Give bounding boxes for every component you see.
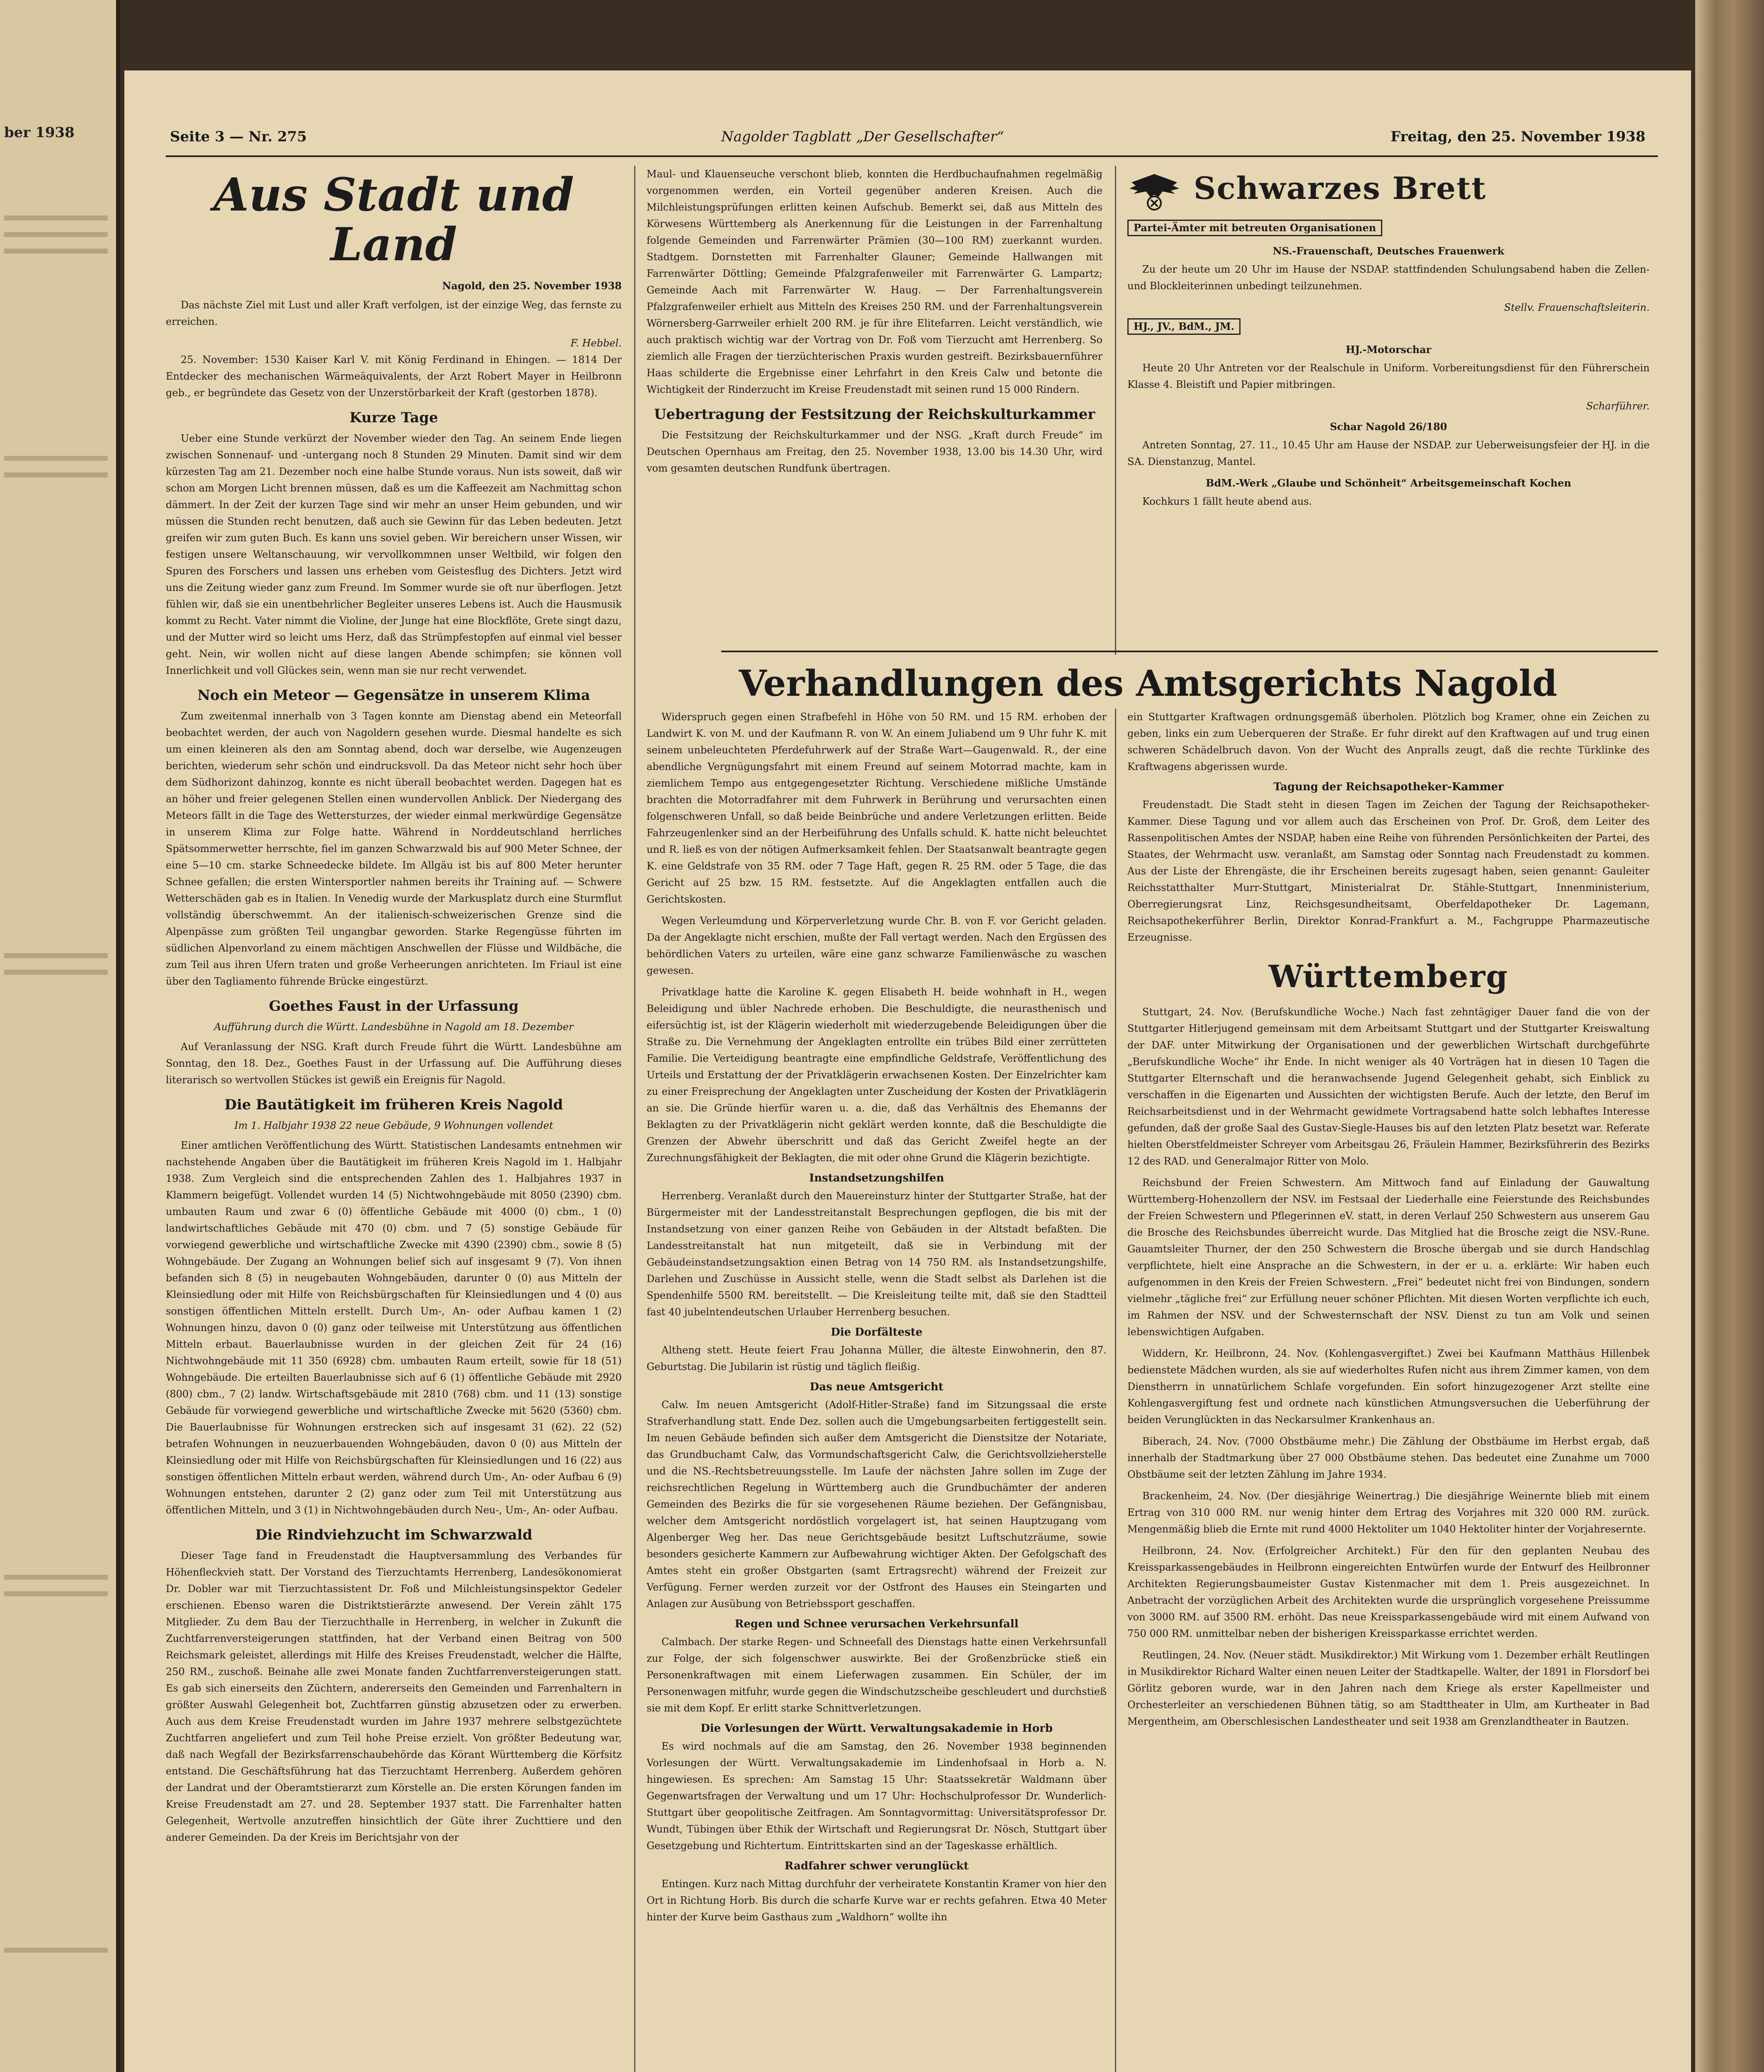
- article-title: Uebertragung der Festsitzung der Reichskulturkammer: [654, 406, 1095, 423]
- dateline: Nagold, den 25. November 1938: [442, 280, 622, 292]
- column-rule: [634, 166, 635, 2072]
- section-box-label: Partei-Ämter mit betreuten Organisationen: [1127, 220, 1382, 236]
- adjacent-text-line: [4, 970, 108, 975]
- article-text: Widdern, Kr. Heilbronn, 24. Nov. (Kohlengasvergiftet.) Zwei bei Kaufmann Matthäus Hillenbek bedienstete Mädchen wurden, als sie auf wiederholtes Rufen nicht aus ihrem Zimmer kamen, von dem Dienstherrn in unnatürlichem Schlafe vorgefunden. Ein sofort hinzugezogener Arzt stellte eine Kohlengasvergiftung fest und ordnete nach künstlichen Atmungsversuchen die Ueberführung der beiden Verunglückten in das Neckarsulmer Krankenhaus an.: [1127, 1348, 1650, 1426]
- page-header: [124, 124, 1691, 149]
- article-text: Die Festsitzung der Reichskulturkammer und der NSG. „Kraft durch Freude“ im Deutschen Opernhaus am Freitag, den 25. November 1938, 13.00 bis 14.30 Uhr, wird vom gesamten deutschen Rundfunk übertragen.: [647, 429, 1102, 474]
- article-text: Reichsbund der Freien Schwestern. Am Mittwoch fand auf Einladung der Gauwaltung Württemberg-Hohenzollern der NSV. im Festsaal der Liederhalle eine Feierstunde des Reichsbundes der Freien Schwestern und Pflegerinnen eV. statt, in deren Verlauf 250 Schwestern aus unserem Gau die Brosche des Reichsbundes überreicht wurde. Das Mitglied hat die Brosche zeigt die NSV.-Rune. Gauamtsleiter Thurner, der den 250 Schwestern die Brosche übergab und sie durch Handschlag verpflichtete, hielt eine Ansprache an die Schwestern, in der er u. a. erklärte: Wir haben euch aufgenommen in den Kreis der Freien Schwestern. „Frei“ bedeutet nicht frei von Bindungen, sondern vielmehr „tägliche frei“ zur Erfüllung neuer schöner Pflichten. Mit diesen Worten verpflichte ich euch, im Rahmen der NSV. und der Schwesternschaft der NSV. Dienst zu tun am Volk und seinen lebenswichtigen Aufgaben.: [1127, 1177, 1650, 1338]
- article-text: Calw. Im neuen Amtsgericht (Adolf-Hitler-Straße) fand im Sitzungssaal die erste Strafverhandlung statt. Ende Dez. sollen auch die Umgebungsarbeiten fertiggestellt sein. Im neuen Gebäude befinden sich außer dem Amtsgericht die Dienstsitze der Notariate, das Grundbuchamt Calw, das Vormundschaftsgericht Calw, die Gerichtsvollzieherstelle und die NS.-Rechtsbetreuungsstelle. Im Laufe der nächsten Jahre sollen im Zuge der reichsrechtlichen Regelung in Württemberg auch die Grundbuchämter der anderen Gemeinden des Bezirks die für sie vorgesehenen Räume beziehen. Der Gefängnisbau, welcher dem Amtsgericht nordöstlich vorgelagert ist, hat seinen Hauptzugang vom Algenberger Weg her. Das neue Gerichtsgebäude besitzt Luftschutzräume, sowie besonders gesicherte Kammern zur Aufbewahrung wichtiger Akten. Der Gefolgschaft des Amtes steht ein großer Obstgarten (samt Ertragsrecht) während der Freizeit zur Verfügung. Ferner werden zurzeit vor der Ostfront des Hauses ein Steingarten und Anlagen zur Ausübung von Betriebssport geschaffen.: [647, 1399, 1107, 1610]
- page-number: Seite 3 — Nr. 275: [170, 128, 307, 145]
- article-text: Stuttgart, 24. Nov. (Berufskundliche Woche.) Nach fast zehntägiger Dauer fand die von der Stuttgarter Hitlerjugend gemeinsam mit dem Arbeitsamt Stuttgart und der Stuttgarter Kreiswaltung der DAF. unter Mitwirkung der Organisationen und der gewerblichen Wirtschaft durchgeführte „Berufskundliche Woche“ ihr Ende. In nicht weniger als 40 Vorträgen hat in diesen 10 Tagen die Stuttgarter Elternschaft und die heranwachsende Jugend Gelegenheit gehabt, sich Einblick zu verschaffen in die Eigenarten und Aussichten der wichtigsten Berufe. Auch der letzte, den Beruf im Reichsarbeitsdienst und in der Wehrmacht gewidmete Vortragsabend hatte solch lebhaftes Interesse gefunden, daß der große Saal des Gustav-Siegle-Hauses bis auf den letzten Platz besetzt war. Referate hielten Oberstfeldmeister Schreyer vom Arbeitsgau 26, Fräulein Hammer, Bezirksführerin des Bezirks 12 des RAD. und Generalmajor Ritter von Molo.: [1127, 1006, 1650, 1167]
- article-title: Die Bautätigkeit im früheren Kreis Nagold: [224, 1097, 563, 1113]
- article-text: Entingen. Kurz nach Mittag durchfuhr der verheiratete Konstantin Kramer von hier den Ort in Richtung Horb. Bis durch die scharfe Kurve war er rechts gefahren. Etwa 40 Meter hinter der Kurve beim Gasthaus zum „Waldhorn“ wollte ihn: [647, 1878, 1107, 1923]
- adjacent-text-line: [4, 953, 108, 958]
- article-text: Ueber eine Stunde verkürzt der November wieder den Tag. An seinem Ende liegen zwischen Sonnenauf- und -untergang noch 8 Stunden 29 Minuten. Damit sind wir dem kürzesten Tag am 21. Dezember noch eine halbe Stunde voraus. Nun ists soweit, daß wir schon am Morgen Licht brennen müssen, daß es um die Kaffeezeit am Nachmittag schon dämmert. In der Zeit der kurzen Tage sind wir mehr an unser Heim gebunden, und wir müssen die Stunden recht benutzen, daß auch sie Gewinn für das Leben bedeuten. Jetzt greifen wir zum guten Buch. Es kann uns soviel geben. Wir bereichern unser Wissen, wir festigen unsere Weltanschauung, wir vervollkommnen unser Weltbild, wir folgen den Spuren des Forschers und lassen uns erheben vom Geistesflug des Dichters. Jetzt wird uns die Zeitung wieder ganz zum Freund. Im Sommer wurde sie oft nur überflogen. Jetzt fühlen wir, daß sie ein unentbehrlicher Begleiter unseres Lebens ist. Auch die Hausmusik kommt zu Recht. Vater nimmt die Violine, der Junge hat eine Blockflöte, Grete singt dazu, und der Mutter wird so leicht ums Herz, daß das Strümpfestopfen auf einmal viel besser geht. Nein, wir wollen nicht auf diese langen Abende schimpfen; sie können voll Innerlichkeit und voll Glückes sein, wenn man sie nur recht verwendet.: [166, 433, 622, 676]
- column-two-top: [647, 166, 1102, 482]
- header-rule: [166, 155, 1658, 157]
- article-title: Das neue Amtsgericht: [809, 1381, 944, 1393]
- article-subtitle: Im 1. Halbjahr 1938 22 neue Gebäude, 9 Wohnungen vollendet: [234, 1120, 553, 1131]
- adjacent-page-edge: [0, 0, 120, 2072]
- article-text: Freudenstadt. Die Stadt steht in diesen Tagen im Zeichen der Tagung der Reichsapotheker-Kammer. Diese Tagung und vor allem auch das Erscheinen von Prof. Dr. Groß, dem Leiter des Rassenpolitischen Amtes der NSDAP, haben eine Reihe von führenden Persönlichkeiten der Partei, des Staates, der Wehrmacht usw. veranlaßt, am Samstag oder Sonntag nach Freudenstadt zu kommen. Aus der Liste der Ehrengäste, die ihr Erscheinen bereits zugesagt haben, seien genannt: Gauleiter Reichsstatthalter Murr-Stuttgart, Ministerialrat Dr. Stähle-Stuttgart, Innenministerium, Oberregierungsrat Linz, Reichsgesundheitsamt, Oberfeldapotheker Dr. Lagemann, Reichsapothekerführer Berlin, Direktor Konrad-Frankfurt a. M., Fachgruppe Pharmazeutische Erzeugnisse.: [1127, 799, 1650, 943]
- notice-signature: Stellv. Frauenschaftsleiterin.: [1504, 302, 1650, 313]
- article-title: Die Rindviehzucht im Schwarzwald: [255, 1527, 533, 1543]
- column-rule: [1115, 709, 1116, 2072]
- notice-title: Schar Nagold 26/180: [1330, 421, 1447, 433]
- article-text: Widerspruch gegen einen Strafbefehl in Höhe von 50 RM. und 15 RM. erhoben der Landwirt K. von M. und der Kaufmann R. von W. An einem Juliabend um 9 Uhr fuhr K. mit seinem unbeleuchteten Pferdefuhrwerk auf der Straße Wart—Gaugenwald. R., der eine abendliche Vergnügungsfahrt mit einem Freund auf seinem Motorrad machte, kam in ziemlichem Tempo aus entgegengesetzter Richtung. Verschiedene mißliche Umstände brachten die Motorradfahrer mit dem Fuhrwerk in Berührung und verursachten einen folgenschweren Unfall, so daß beide Beinbrüche und andere Verletzungen erlitten. Beide Fahrzeugenlenker sind an der Herbeiführung des Unfalls schuld. K. hatte nicht beleuchtet und R. ließ es von der nötigen Aufmerksamkeit fehlen. Der Staatsanwalt beantragte gegen K. eine Geldstrafe von 35 RM. oder 7 Tage Haft, gegen R. 25 RM. oder 5 Tage, die das Gericht auf 25 bzw. 15 RM. festsetzte. Auf die Angeklagten entfallen auch die Gerichtskosten.: [647, 711, 1107, 905]
- schwarzes-brett: [1127, 166, 1650, 515]
- notice-text: Kochkurs 1 fällt heute abend aus.: [1142, 496, 1312, 507]
- article-text: Calmbach. Der starke Regen- und Schneefall des Dienstags hatte einen Verkehrsunfall zur Folge, der sich folgenschwer auswirkte. Bei der Großenzbrücke stieß ein Personenkraftwagen mit einem Lieferwagen zusammen. Ein Schüler, der im Personenwagen mitfuhr, wurde gegen die Windschutzscheibe geschleudert und durchstieß sie mit dem Kopf. Er erlitt starke Schnittverletzungen.: [647, 1636, 1107, 1714]
- section-box-label: HJ., JV., BdM., JM.: [1127, 318, 1241, 335]
- calendar-note: 25. November: 1530 Kaiser Karl V. mit König Ferdinand in Ehingen. — 1814 Der Entdecker des mechanischen Wärmeäquivalents, der Arzt Robert Mayer in Heilbronn geb., er begründete das Gesetz von der Unzerstörbarkeit der Kraft (gestorben 1878).: [166, 354, 622, 399]
- brett-header: [1127, 166, 1650, 211]
- page-date: Freitag, den 25. November 1938: [1390, 128, 1645, 145]
- adjacent-text-line: [4, 215, 108, 220]
- article-text: Einer amtlichen Veröffentlichung des Württ. Statistischen Landesamts entnehmen wir nachstehende Angaben über die Bautätigkeit im früheren Kreis Nagold im 1. Halbjahr 1938. Zum Vergleich sind die entsprechenden Zahlen des 1. Halbjahres 1937 in Klammern beigefügt. Vollendet wurden 14 (5) Nichtwohngebäude mit 8050 (2390) cbm. umbauten Raum und zwar 6 (0) öffentliche Gebäude mit 4000 (0) cbm., 1 (0) landwirtschaftliches Gebäude mit 470 (0) cbm. und 7 (5) sonstige Gebäude für vorwiegend gewerbliche und wirtschaftliche Zwecke mit 4390 (2390) cbm., sowie 8 (5) Wohngebäude. Der Zugang an Wohnungen belief sich auf insgesamt 9 (7). Von ihnen befanden sich 8 (5) in neugebauten Wohngebäuden, darunter 0 (0) aus Mitteln der Kleinsiedlung oder mit Hilfe von Reichsbürgschaften für Kleinsiedlungen und 4 (0) aus sonstigen öffentlichen Mitteln erstellt. Durch Um-, An- oder Aufbau kamen 1 (2) Wohnungen hinzu, davon 0 (0) ganz oder teilweise mit Unterstützung aus öffentlichen Mitteln erbaut. Bauerlaubnisse wurden in der gleichen Zeit für 24 (16) Nichtwohngebäude mit 11 350 (6928) cbm. umbauten Raum erteilt, sowie für 18 (51) Wohngebäude. Die erteilten Bauerlaubnisse sich auf 6 (1) öffentliche Gebäude mit 2920 (800) cbm., 7 (2) landw. Wirtschaftsgebäude mit 2810 (768) cbm. und 11 (13) sonstige Gebäude für vorwiegend gewerbliche und wirtschaftliche Zwecke mit 5620 (5360) cbm. Die Bauerlaubnisse für Wohnungen erstrecken sich auf insgesamt 31 (62). 22 (52) betrafen Wohnungen in neuzuerbauenden Wohngebäuden, davon 0 (0) aus Mitteln der Kleinsiedlung oder mit Hilfe von Reichsbürgschaften für Kleinsiedlungen und 16 (22) aus sonstigen öffentlichen Mitteln erbaut werden, während durch Um-, An- oder Aufbau 6 (9) Wohnungen entstehen, darunter 2 (2) ganz oder zum Teil mit Unterstützung aus öffentlichen Mitteln, und 3 (1) in Nichtwohngebäuden durch Neu-, Um-, An- oder Aufbau.: [166, 1140, 622, 1516]
- notice-text: Heute 20 Uhr Antreten vor der Realschule in Uniform. Vorbereitungsdienst für den Führerschein Klasse 4. Bleistift und Papier mitbringen.: [1127, 362, 1650, 390]
- column-right-lower: [1127, 709, 1650, 1735]
- adjacent-text-line: [4, 249, 108, 254]
- adjacent-text-line: [4, 1591, 108, 1596]
- eagle-emblem-icon: [1127, 166, 1181, 211]
- article-text: Wegen Verleumdung und Körperverletzung wurde Chr. B. von F. vor Gericht geladen. Da der Angeklagte nicht erschien, mußte der Fall vertagt werden. Nach den Ergüssen des behördlichen Vaters zu urteilen, wäre eine ganz schwarze Familienwäsche zu waschen gewesen.: [647, 915, 1107, 976]
- notice-title: NS.-Frauenschaft, Deutsches Frauenwerk: [1272, 245, 1505, 257]
- masthead: Nagolder Tagblatt „Der Gesellschafter“: [721, 128, 1004, 145]
- article-text: Reutlingen, 24. Nov. (Neuer städt. Musikdirektor.) Mit Wirkung vom 1. Dezember erhält Reutlingen in Musikdirektor Richard Walter einen neuen Leiter der Stadtkapelle. Walter, der 1891 in Florsdorf bei Görlitz geboren wurde, war in den Jahren nach dem Kriege als erster Kapellmeister und Orchesterleiter an verschiedenen Bühnen tätig, so am Stadttheater in Ulm, am Kurtheater in Bad Mergentheim, am Oberschlesischen Landestheater und seit 1938 am Grenzlandtheater in Bautzen.: [1127, 1649, 1650, 1727]
- brett-title: Schwarzes Brett: [1194, 171, 1487, 206]
- adjacent-page-header: ber 1938: [4, 124, 75, 141]
- article-continuation: ein Stuttgarter Kraftwagen ordnungsgemäß überholen. Plötzlich bog Kramer, ohne ein Zeichen zu geben, links ein zum Ueberqueren der Straße. Er fuhr direkt auf den Kraftwagen auf und trug einen schweren Schädelbruch davon. Von der Wucht des Anpralls zeugt, daß die rechte Türklinke des Kraftwagens abgerissen wurde.: [1127, 711, 1650, 772]
- notice-title: BdM.-Werk „Glaube und Schönheit“ Arbeitsgemeinschaft Kochen: [1206, 477, 1571, 489]
- article-continuation: Maul- und Klauenseuche verschont blieb, konnten die Herdbuchaufnahmen regelmäßig vorgenommen werden, ein Vorteil gegenüber anderen Kreisen. Auch die Milchleistungsprüfungen erlitten keinen Aufschub. Bemerkt sei, daß aus Mitteln des Körwesens Württemberg als Anerkennung für die Leistungen in der Farrenhaltung folgende Gemeinden und Farrenwärter Prämien (30—100 RM) zuerkannt wurden. Stadtgem. Dornstetten mit Farrenhalter Glauner; Gemeinde Hallwangen mit Farrenwärter Döttling; Gemeinde Pfalzgrafenweiler mit Farrenwärter G. Lampartz; Gemeinde Aach mit Farrenwärter W. Haug. — Der Farrenhaltungsverein Pfalzgrafenweiler erhielt aus Mitteln des Kreises 250 RM. und der Farrenhaltungsverein Wörnersberg-Garrweiler erhielt 200 RM. je für ihre Elitefarren. Leicht verständlich, wie auch praktisch wichtig war der Vortrag von Dr. Foß vom Tierzucht amt Herrenberg. So ziemlich alle Fragen der tierzüchterischen Praxis wurden gestreift. Bezirksbauernführer Haas schilderte die Ergebnisse einer Lehrfahrt in den Kreis Calw und betonte die Wichtigkeit der Rinderzucht im Kreise Freudenstadt mit seinen rund 15 000 Rindern.: [647, 168, 1102, 395]
- notice-text: Antreten Sonntag, 27. 11., 10.45 Uhr am Hause der NSDAP. zur Ueberweisungsfeier der HJ. in die SA. Dienstanzug, Mantel.: [1127, 439, 1650, 467]
- book-binding: [1695, 0, 1764, 2072]
- notice-text: Zu der heute um 20 Uhr im Hause der NSDAP. stattfindenden Schulungsabend haben die Zellen- und Blockleiterinnen unbedingt teilzunehmen.: [1127, 264, 1650, 292]
- article-title: Regen und Schnee verursachen Verkehrsunfall: [734, 1618, 1019, 1630]
- adjacent-text-line: [4, 232, 108, 237]
- motto: Das nächste Ziel mit Lust und aller Kraft verfolgen, ist der einzige Weg, das fernste zu erreichen.: [166, 299, 622, 327]
- section-rule: [721, 651, 1658, 652]
- notice-title: HJ.-Motorschar: [1345, 344, 1432, 356]
- article-text: Brackenheim, 24. Nov. (Der diesjährige Weinertrag.) Die diesjährige Weinernte blieb mit einem Ertrag von 310 000 RM. nur wenig hinter dem Ertrag des Vorjahres mit 320 000 RM. zurück. Mengenmäßig blieb die Ernte mit rund 4000 Hektoliter um 1040 Hektoliter hinter der Vorjahresernte.: [1127, 1490, 1650, 1535]
- notice-signature: Scharführer.: [1586, 400, 1650, 412]
- amtsgericht-title: Verhandlungen des Amtsgerichts Nagold: [739, 663, 1558, 704]
- column-stadt-und-land: [166, 166, 622, 1851]
- article-subtitle: Aufführung durch die Württ. Landesbühne in Nagold am 18. Dezember: [214, 1021, 574, 1033]
- article-text: Zum zweitenmal innerhalb von 3 Tagen konnte am Dienstag abend ein Meteorfall beobachtet werden, der auch von Nagoldern gesehen wurde. Diesmal handelte es sich um einen kleineren als den am Sonntag abend, doch war derselbe, wie Augenzeugen berichten, wiederum sehr schön und eindrucksvoll. Da das Meteor nicht sehr hoch über dem Südhorizont dahinzog, konnte es nicht überall beobachtet werden. Dagegen hat es an höher und freier gelegenen Stellen einen wundervollen Anblick. Der Niedergang des Meteors fällt in die Tage des Wettersturzes, der wieder einmal merkwürdige Gegensätze in unserem Klima zur Folge hatte. Während in Norddeutschland herrliches Spätsommerwetter herrschte, fiel im ganzen Schwarzwald bis auf 900 Meter Schnee, der eine 5—10 cm. starke Schneedecke bildete. Im Allgäu ist bis auf 800 Meter herunter Schnee gefallen; die ersten Wintersportler nahmen bereits ihr Training auf. — Schwere Wetterschäden gab es in Italien. In Venedig wurde der Markusplatz durch eine Sturmflut vollständig überschwemmt. An der italienisch-schweizerischen Grenze sind die Alpenpässe zum größten Teil ungangbar geworden. Starke Regengüsse führten im südlichen Alpenvorland zu einem mächtigen Anschwellen der Flüsse und Wildbäche, die zum Teil aus ihren Ufern traten und große Verheerungen anrichteten. Im Friaul ist eine über den Tagliamento führende Brücke eingestürzt.: [166, 710, 622, 987]
- article-text: Es wird nochmals auf die am Samstag, den 26. November 1938 beginnenden Vorlesungen der Württ. Verwaltungsakademie im Lindenhofsaal in Horb a. N. hingewiesen. Es sprechen: Am Samstag 15 Uhr: Staatssekretär Waldmann über Gegenwartsfragen der Verwaltung und um 17 Uhr: Hochschulprofessor Dr. Wunderlich-Stuttgart über geopolitische Zeitfragen. Am Sonntagvormittag: Universitätsprofessor Dr. Wundt, Tübingen über Ethik der Wirtschaft und Regierungsrat Dr. Nösch, Stuttgart über Gesetzgebung und Richtertum. Eintrittskarten sind an der Tageskasse erhältlich.: [647, 1740, 1107, 1852]
- article-title: Kurze Tage: [349, 409, 438, 426]
- article-title: Radfahrer schwer verunglückt: [784, 1860, 969, 1872]
- article-title: Die Vorlesungen der Württ. Verwaltungsakademie in Horb: [700, 1722, 1053, 1735]
- adjacent-text-line: [4, 472, 108, 477]
- article-text: Heilbronn, 24. Nov. (Erfolgreicher Architekt.) Für den für den geplanten Neubau des Kreissparkassengebäudes in Heilbronn eingereichten Entwürfen wurde der Entwurf des Heilbronner Architekten Regierungsbaumeister Gustav Kistenmacher mit dem 1. Preis ausgezeichnet. In Anbetracht der vorzüglichen Arbeit des Architekten wurde die ursprünglich vorgesehene Preissumme von 3000 RM. auf 3500 RM. erhöht. Das neue Kreissparkassengebäude wird mit einem Aufwand von 750 000 RM. unmittelbar neben der bisherigen Kreissparkasse errichtet werden.: [1127, 1545, 1650, 1639]
- adjacent-text-line: [4, 1948, 108, 1953]
- column-amtsgericht: [647, 709, 1107, 1930]
- newspaper-page: [124, 70, 1691, 2072]
- article-title: Noch ein Meteor — Gegensätze in unserem Klima: [197, 687, 590, 704]
- article-text: Dieser Tage fand in Freudenstadt die Hauptversammlung des Verbandes für Höhenfleckvieh statt. Der Vorstand des Tierzuchtamts Herrenberg, Landesökonomierat Dr. Dobler war mit Tierzuchtassistent Dr. Foß und Milchleistungsinspektor Gedeler erschienen. Ebenso waren die Distriktstierärzte anwesend. Der Verein zählt 175 Mitglieder. Zu dem Bau der Tierzuchthalle in Herrenberg, in welcher in Zukunft die Zuchtfarrenversteigerungen stattfinden, hat der Verband einen Beitrag von 500 Reichsmark geleistet, allerdings mit Hilfe des Kreises Freudenstadt, welcher die Hälfte, 250 RM., zuschoß. Beinahe alle zwei Monate fanden Zuchtfarrenversteigerungen statt. Es gab sich einerseits den Züchtern, andererseits den Gemeinden und Farrenhaltern in größter Auswahl Gelegenheit bot, Zuchtfarren günstig abzusetzen oder zu erwerben. Auch aus dem Kreise Freudenstadt wurden im Jahre 1937 mehrere selbstgezüchtete Zuchtfarren angeliefert und zum Teil hohe Preise erzielt. Von größter Bedeutung war, daß nach Wegfall der Bezirksfarrenschaubehörde das Körant Württemberg die Körfsitz entstand. Die Geschäftsführung hat das Tierzuchtamt Herrenberg. Außerdem gehören der Landrat und der Oberamtstierarzt zum Körstelle an. Die ersten Körungen fanden im Kreise Freudenstadt am 27. und 28. September 1937 statt. Die Farrenhalter hatten Gelegenheit, Wertvolle anzutreffen hinsichtlich der Güte ihrer Zuchttiere und den anderer Gemeinden. Da der Kreis im Berichtsjahr von der: [166, 1550, 622, 1843]
- article-text: Privatklage hatte die Karoline K. gegen Elisabeth H. beide wohnhaft in H., wegen Beleidigung und übler Nachrede erhoben. Die Beschuldigte, die neurasthenisch und eifersüchtig ist, ist der Klägerin wiederholt mit wiederzugebende Beleidigungen über die Straße zu. Die Vernehmung der Angeklagten entrollte ein trübes Bild einer zerrütteten Familie. Die Verteidigung beantragte eine empfindliche Geldstrafe, Veröffentlichung des Urteils und Erstattung der der Privatklägerin erwachsenen Kosten. Der Einzelrichter kam zu einer Freisprechung der Angeklagten unter Zuscheidung der Kosten der Privatklägerin an sie. Die Gründe hierfür waren u. a. die, daß das Verhältnis des Ehemanns der Beklagten zu der Privatklägerin nicht geklärt werden konnte, daß die Beschuldigte die Grenzen der Abwehr überschritt und daß das Gericht Zweifel hegte an der Zurechnungsfähigkeit der Beklagten, die mit oder ohne Grund die Klägerin bezichtigte.: [647, 986, 1107, 1164]
- adjacent-text-line: [4, 1575, 108, 1580]
- article-text: Auf Veranlassung der NSG. Kraft durch Freude führt die Württ. Landesbühne am Sonntag, den 18. Dez., Goethes Faust in der Urfassung auf. Die Aufführung dieses literarisch so wertvollen Stückes ist gewiß ein Ereignis für Nagold.: [166, 1041, 622, 1086]
- wuerttemberg-title: Württemberg: [1268, 959, 1509, 995]
- section-title: Aus Stadt und Land: [213, 168, 574, 271]
- article-text: Herrenberg. Veranlaßt durch den Mauereinsturz hinter der Stuttgarter Straße, hat der Bürgermeister mit der Landesstreitanstalt Besprechungen gepflogen, die bis mit der Instandsetzung von einer ganzen Reihe von Gebäuden in der Altstadt befaßten. Die Landesstreitanstalt hat nun mitgeteilt, daß sie in Verbindung mit der Gebäudeinstandsetzungsaktion einen Betrag von 14 750 RM. als Instandsetzungshilfe, Darlehen und Zuschüsse in Aussicht stelle, wenn die Stadt selbst als Darlehen ist die Spendenhilfe 5500 RM. bereitstellt. — Die Kreisleitung teilte mit, daß sie den Stadtteil fast 40 jubelntendeutschen Urlauber Herrenberg besuchen.: [647, 1190, 1107, 1318]
- article-title: Tagung der Reichsapotheker-Kammer: [1273, 781, 1504, 793]
- article-title: Die Dorfälteste: [831, 1326, 923, 1339]
- article-title: Goethes Faust in der Urfassung: [269, 998, 519, 1014]
- motto-author: F. Hebbel.: [570, 337, 622, 349]
- article-text: Altheng stett. Heute feiert Frau Johanna Müller, die älteste Einwohnerin, den 87. Geburtstag. Die Jubilarin ist rüstig und täglich fleißig.: [647, 1344, 1107, 1372]
- adjacent-text-line: [4, 456, 108, 461]
- article-title: Instandsetzungshilfen: [809, 1172, 944, 1184]
- column-rule: [1115, 166, 1116, 655]
- article-text: Biberach, 24. Nov. (7000 Obstbäume mehr.) Die Zählung der Obstbäume im Herbst ergab, daß innerhalb der Stadtmarkung über 27 000 Obstbäume stehen. Das bedeutet eine Zunahme um 7000 Obstbäume seit der letzten Zählung im Jahre 1934.: [1127, 1435, 1650, 1480]
